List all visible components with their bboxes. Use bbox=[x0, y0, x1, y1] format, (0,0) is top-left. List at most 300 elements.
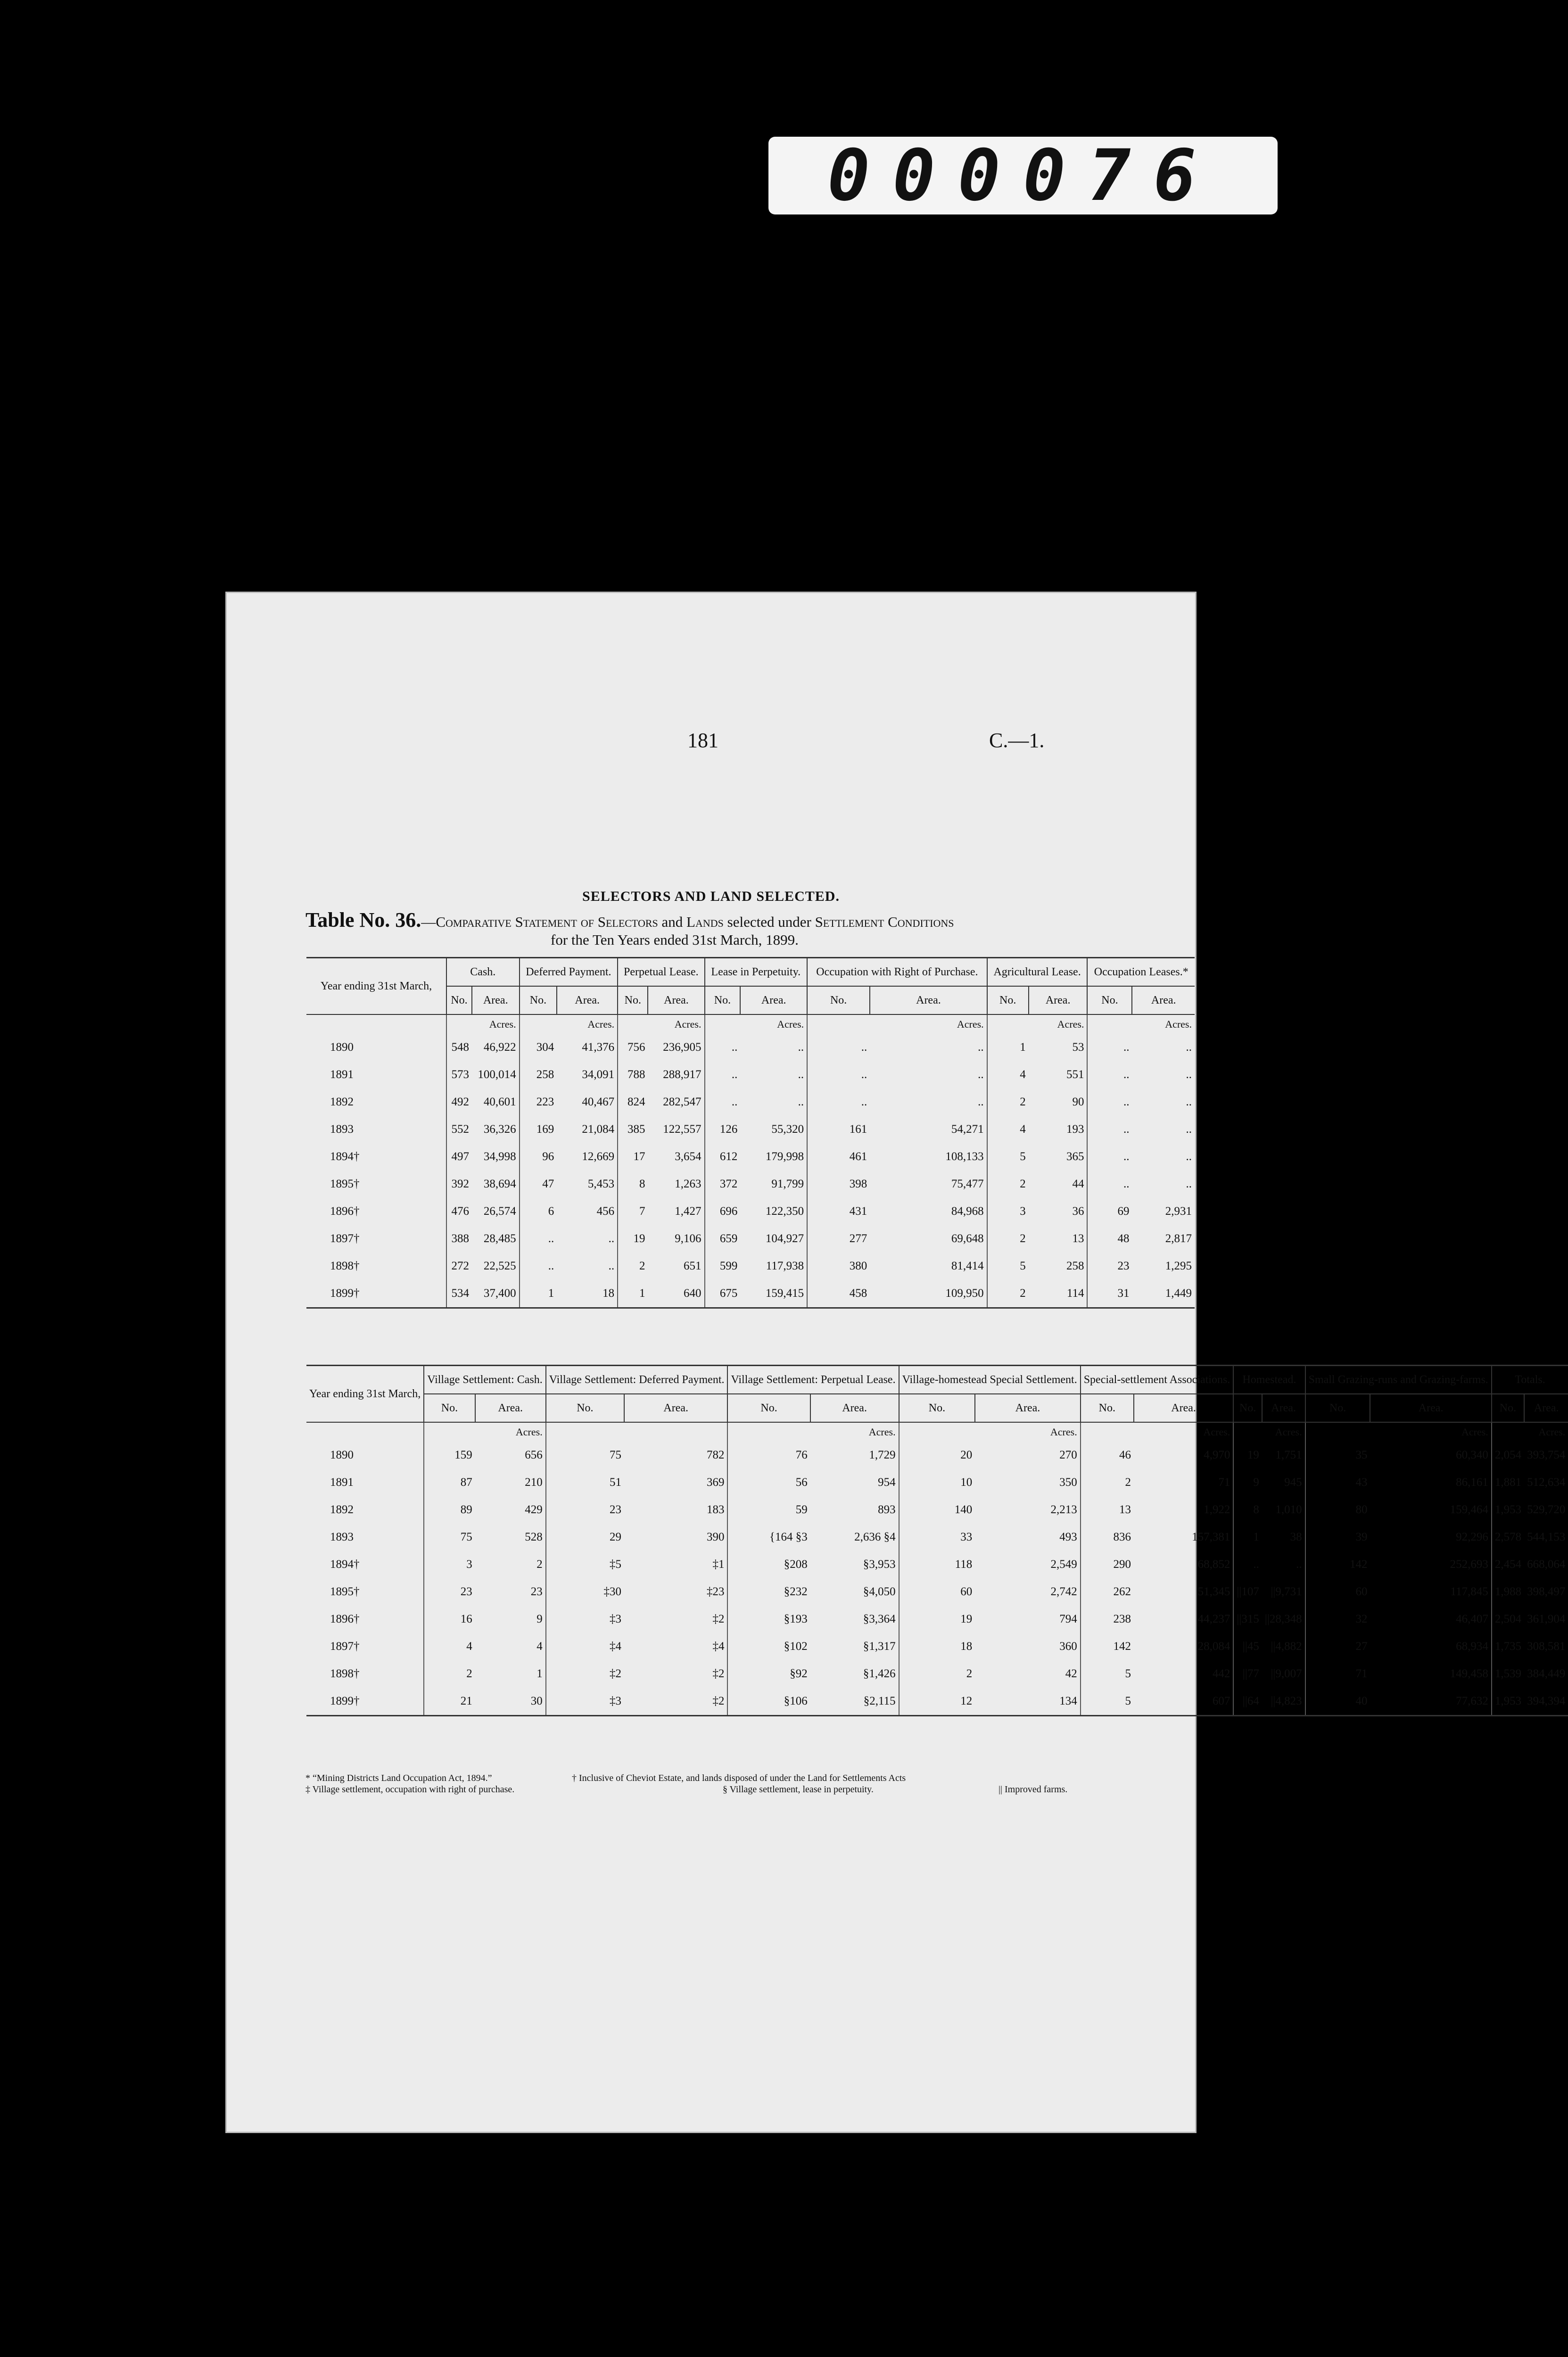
area-cell: 640 bbox=[648, 1280, 704, 1308]
count-cell: 1 bbox=[618, 1280, 648, 1308]
area-cell: 117,845 bbox=[1450, 1585, 1488, 1598]
table-name: Table No. 36. bbox=[305, 908, 421, 931]
year-cell: 1894† bbox=[330, 1558, 360, 1571]
area-column-header: Area. bbox=[870, 986, 987, 1014]
count-cell: 32 bbox=[1305, 1606, 1370, 1633]
area-cell: ||9,007 bbox=[1271, 1667, 1302, 1680]
units-label: Acres. bbox=[1165, 1018, 1192, 1030]
count-cell: 40 bbox=[1305, 1688, 1370, 1716]
units-label bbox=[727, 1422, 810, 1442]
footnote: † Inclusive of Cheviot Estate, and lands disposed of under the Land for Settlements Acts bbox=[572, 1773, 906, 1783]
year-cell: 1896† bbox=[330, 1613, 360, 1625]
area-cell: 5,453 bbox=[587, 1178, 615, 1190]
title-and: and bbox=[658, 914, 687, 930]
no-column-header: No. bbox=[1492, 1394, 1524, 1422]
area-cell: 544,153 bbox=[1527, 1531, 1566, 1543]
year-cell: 1894† bbox=[330, 1150, 360, 1163]
area-cell: 1,922 bbox=[1204, 1503, 1230, 1516]
area-cell: 149,458 bbox=[1450, 1667, 1488, 1680]
area-cell: 68,934 bbox=[1456, 1640, 1488, 1653]
area-cell: 18 bbox=[557, 1280, 618, 1308]
area-cell: 183 bbox=[706, 1503, 725, 1516]
count-cell: 46 bbox=[1081, 1442, 1134, 1469]
area-cell: 46,922 bbox=[483, 1041, 516, 1054]
section-heading: SELECTORS AND LAND SELECTED. bbox=[582, 889, 840, 904]
area-cell: 40,601 bbox=[483, 1096, 516, 1108]
count-cell: 140 bbox=[899, 1496, 975, 1524]
area-cell: 44 bbox=[1072, 1178, 1084, 1190]
count-cell: 5 bbox=[987, 1143, 1029, 1170]
area-cell: 22,525 bbox=[483, 1260, 516, 1272]
area-cell: 4 bbox=[536, 1640, 543, 1653]
count-cell: 2 bbox=[987, 1225, 1029, 1253]
count-cell: 238 bbox=[1081, 1606, 1134, 1633]
area-cell: 668,064 bbox=[1527, 1558, 1566, 1571]
area-cell: 2,742 bbox=[1050, 1585, 1077, 1598]
group-header: Occupation Leases.* bbox=[1087, 958, 1195, 987]
area-cell: 68,852 bbox=[1197, 1558, 1230, 1571]
area-cell: 1,010 bbox=[1275, 1503, 1302, 1516]
area-cell: 44,237 bbox=[1197, 1613, 1230, 1625]
area-cell: §4,050 bbox=[863, 1585, 896, 1598]
count-cell: 8 bbox=[618, 1170, 648, 1198]
group-header: Village Settlement: Perpetual Lease. bbox=[727, 1366, 899, 1394]
area-cell: 528 bbox=[525, 1531, 543, 1543]
count-cell: 431 bbox=[807, 1198, 870, 1225]
area-cell: .. bbox=[978, 1068, 984, 1081]
count-cell: 159 bbox=[424, 1442, 475, 1469]
count-cell: 1 bbox=[1233, 1524, 1262, 1551]
area-cell: 1,263 bbox=[675, 1178, 701, 1190]
selectors-table-2 bbox=[306, 1365, 1568, 1716]
document-page bbox=[225, 592, 1566, 2133]
count-cell: 2,054 bbox=[1492, 1442, 1524, 1469]
area-cell: 122,557 bbox=[663, 1123, 701, 1136]
count-cell: 2 bbox=[987, 1280, 1029, 1308]
count-cell: 788 bbox=[618, 1061, 648, 1088]
title-lands: Lands bbox=[686, 914, 724, 930]
area-column-header: Area. bbox=[975, 1394, 1080, 1422]
table-row bbox=[306, 1225, 1195, 1253]
area-cell: 104,927 bbox=[765, 1232, 804, 1245]
area-cell: 656 bbox=[525, 1449, 543, 1461]
area-cell: 134 bbox=[975, 1688, 1080, 1716]
no-column-header: No. bbox=[520, 986, 557, 1014]
group-header: Perpetual Lease. bbox=[618, 958, 704, 987]
units-label bbox=[424, 1422, 475, 1442]
selectors-table-1 bbox=[306, 957, 1195, 1309]
year-cell: 1899† bbox=[306, 1280, 446, 1308]
area-cell: 2,817 bbox=[1165, 1232, 1192, 1245]
count-cell: 27 bbox=[1305, 1633, 1370, 1660]
area-cell: .. bbox=[1186, 1096, 1192, 1108]
units-label bbox=[446, 1014, 472, 1034]
area-cell: 945 bbox=[1284, 1476, 1302, 1489]
area-column-header: Area. bbox=[472, 986, 520, 1014]
year-header: Year ending 31st March, bbox=[306, 1366, 424, 1423]
no-column-header: No. bbox=[424, 1394, 475, 1422]
area-cell: 157,381 bbox=[1192, 1531, 1230, 1543]
table-row bbox=[306, 1551, 1568, 1578]
area-cell: 109,950 bbox=[870, 1280, 987, 1308]
count-cell: 75 bbox=[546, 1442, 624, 1469]
count-cell: 18 bbox=[899, 1633, 975, 1660]
footnote: * “Mining Districts Land Occupation Act, 1894.” bbox=[305, 1773, 492, 1783]
area-cell: 179,998 bbox=[765, 1150, 804, 1163]
count-cell: 458 bbox=[807, 1280, 870, 1308]
count-cell: 33 bbox=[899, 1524, 975, 1551]
area-cell: 36 bbox=[1072, 1205, 1084, 1218]
area-cell: 607 bbox=[1134, 1688, 1233, 1716]
area-cell: 41,376 bbox=[582, 1041, 615, 1054]
table-row bbox=[306, 1034, 1195, 1061]
count-cell: 6 bbox=[520, 1198, 557, 1225]
count-cell: ||45 bbox=[1233, 1633, 1262, 1660]
area-cell: 12,669 bbox=[582, 1150, 615, 1163]
area-cell: 456 bbox=[596, 1205, 615, 1218]
area-cell: .. bbox=[1186, 1150, 1192, 1163]
count-cell: 29 bbox=[546, 1524, 624, 1551]
area-cell: 365 bbox=[1066, 1150, 1084, 1163]
year-cell: 1899† bbox=[306, 1688, 424, 1716]
table-subtitle: for the Ten Years ended 31st March, 1899. bbox=[551, 931, 799, 948]
count-cell: 142 bbox=[1305, 1551, 1370, 1578]
frame-number: 000076 bbox=[768, 137, 1278, 214]
count-cell: 1,735 bbox=[1492, 1633, 1524, 1660]
table-row bbox=[306, 1442, 1568, 1469]
area-cell: 782 bbox=[706, 1449, 725, 1461]
area-cell: 38 bbox=[1290, 1531, 1302, 1543]
count-cell: 1,881 bbox=[1492, 1469, 1524, 1496]
count-cell: 552 bbox=[446, 1116, 472, 1143]
units-label: Acres. bbox=[1461, 1426, 1488, 1438]
area-cell: 2,549 bbox=[1050, 1558, 1077, 1571]
count-cell: 142 bbox=[1081, 1633, 1134, 1660]
count-cell: 87 bbox=[424, 1469, 475, 1496]
area-cell: 28,485 bbox=[483, 1232, 516, 1245]
area-cell: ‡1 bbox=[712, 1558, 725, 1571]
area-column-header: Area. bbox=[1370, 1394, 1491, 1422]
group-header: Agricultural Lease. bbox=[987, 958, 1088, 987]
area-cell: .. bbox=[798, 1068, 804, 1081]
area-cell: 36,326 bbox=[483, 1123, 516, 1136]
count-cell: 23 bbox=[1087, 1253, 1132, 1280]
count-cell: 71 bbox=[1305, 1660, 1370, 1688]
area-cell: 34,091 bbox=[582, 1068, 615, 1081]
count-cell: §208 bbox=[727, 1551, 810, 1578]
area-column-header: Area. bbox=[1524, 1394, 1568, 1422]
count-cell: ‡2 bbox=[546, 1660, 624, 1688]
area-cell: 429 bbox=[525, 1503, 543, 1516]
units-label: Acres. bbox=[1275, 1426, 1302, 1438]
units-label: Acres. bbox=[1203, 1426, 1230, 1438]
table-row bbox=[306, 1143, 1195, 1170]
count-cell: .. bbox=[1087, 1034, 1132, 1061]
units-label bbox=[1233, 1422, 1262, 1442]
area-cell: 360 bbox=[1059, 1640, 1077, 1653]
table-row bbox=[306, 1088, 1195, 1116]
area-cell: 13 bbox=[1072, 1232, 1084, 1245]
count-cell: 96 bbox=[520, 1143, 557, 1170]
count-cell: 75 bbox=[424, 1524, 475, 1551]
area-cell: 3,654 bbox=[675, 1150, 701, 1163]
area-cell: 159,415 bbox=[740, 1280, 807, 1308]
count-cell: ‡30 bbox=[546, 1578, 624, 1606]
area-cell: 100,014 bbox=[478, 1068, 516, 1081]
group-header: Village Settlement: Deferred Payment. bbox=[546, 1366, 728, 1394]
count-cell: 2 bbox=[899, 1660, 975, 1688]
count-cell: 1,988 bbox=[1492, 1578, 1524, 1606]
count-cell: .. bbox=[807, 1061, 870, 1088]
area-cell: .. bbox=[798, 1096, 804, 1108]
units-label: Acres. bbox=[674, 1018, 701, 1030]
area-cell: .. bbox=[608, 1232, 615, 1245]
area-cell: 77,632 bbox=[1370, 1688, 1491, 1716]
group-header: Totals. bbox=[1492, 1366, 1568, 1394]
no-column-header: No. bbox=[618, 986, 648, 1014]
area-cell: 361,904 bbox=[1527, 1613, 1566, 1625]
count-cell: 573 bbox=[446, 1061, 472, 1088]
no-column-header: No. bbox=[987, 986, 1029, 1014]
area-cell: 84,968 bbox=[951, 1205, 984, 1218]
count-cell: 19 bbox=[618, 1225, 648, 1253]
area-column-header: Area. bbox=[810, 1394, 899, 1422]
area-cell: 1,751 bbox=[1275, 1449, 1302, 1461]
count-cell: 290 bbox=[1081, 1551, 1134, 1578]
table-row bbox=[306, 1606, 1568, 1633]
no-column-header: No. bbox=[1081, 1394, 1134, 1422]
count-cell: ||64 bbox=[1233, 1688, 1262, 1716]
area-cell: 512,634 bbox=[1527, 1476, 1566, 1489]
count-cell: 2,454 bbox=[1492, 1551, 1524, 1578]
year-cell: 1893 bbox=[330, 1123, 354, 1136]
count-cell: 69 bbox=[1087, 1198, 1132, 1225]
area-cell: 350 bbox=[1059, 1476, 1077, 1489]
count-cell: 824 bbox=[618, 1088, 648, 1116]
count-cell: ‡3 bbox=[546, 1606, 624, 1633]
no-column-header: No. bbox=[1087, 986, 1132, 1014]
title-settlement: Settlement Conditions bbox=[815, 914, 954, 930]
count-cell: .. bbox=[520, 1253, 557, 1280]
group-header: Village-homestead Special Settlement. bbox=[899, 1366, 1081, 1394]
area-cell: .. bbox=[1186, 1178, 1192, 1190]
count-cell: ||315 bbox=[1233, 1606, 1262, 1633]
no-column-header: No. bbox=[546, 1394, 624, 1422]
count-cell: §92 bbox=[727, 1660, 810, 1688]
area-cell: 46,407 bbox=[1456, 1613, 1488, 1625]
footnotes bbox=[305, 1772, 1197, 1795]
count-cell: 23 bbox=[424, 1578, 475, 1606]
no-column-header: No. bbox=[705, 986, 741, 1014]
count-cell: .. bbox=[1233, 1551, 1262, 1578]
year-cell: 1897† bbox=[330, 1640, 360, 1653]
count-cell: 80 bbox=[1305, 1496, 1370, 1524]
area-cell: .. bbox=[1186, 1041, 1192, 1054]
area-column-header: Area. bbox=[1262, 1394, 1305, 1422]
count-cell: .. bbox=[520, 1225, 557, 1253]
count-cell: 304 bbox=[520, 1034, 557, 1061]
count-cell: 3 bbox=[987, 1198, 1029, 1225]
count-cell: 4 bbox=[987, 1116, 1029, 1143]
count-cell: .. bbox=[807, 1088, 870, 1116]
area-cell: 236,905 bbox=[663, 1041, 701, 1054]
area-cell: 1 bbox=[536, 1667, 543, 1680]
area-cell: 86,161 bbox=[1456, 1476, 1488, 1489]
count-cell: 2,504 bbox=[1492, 1606, 1524, 1633]
count-cell: 21 bbox=[424, 1688, 475, 1716]
count-cell: 534 bbox=[446, 1280, 472, 1308]
count-cell: §106 bbox=[727, 1688, 810, 1716]
area-cell: 2,931 bbox=[1165, 1205, 1192, 1218]
table-row bbox=[306, 1198, 1195, 1225]
area-column-header: Area. bbox=[1132, 986, 1195, 1014]
units-label bbox=[987, 1014, 1029, 1034]
count-cell: 2 bbox=[987, 1170, 1029, 1198]
area-cell: 34,998 bbox=[483, 1150, 516, 1163]
count-cell: 39 bbox=[1305, 1524, 1370, 1551]
area-cell: 92,296 bbox=[1456, 1531, 1488, 1543]
count-cell: 169 bbox=[520, 1116, 557, 1143]
area-cell: §3,953 bbox=[863, 1558, 896, 1571]
units-label: Acres. bbox=[1057, 1018, 1084, 1030]
area-cell: ||4,823 bbox=[1262, 1688, 1305, 1716]
area-cell: 651 bbox=[684, 1260, 701, 1272]
area-cell: .. bbox=[978, 1096, 984, 1108]
count-cell: 380 bbox=[807, 1253, 870, 1280]
area-cell: 390 bbox=[706, 1531, 725, 1543]
area-cell: 4,970 bbox=[1204, 1449, 1230, 1461]
table-row bbox=[306, 1524, 1568, 1551]
area-cell: 384,449 bbox=[1527, 1667, 1566, 1680]
area-cell: 23 bbox=[530, 1585, 543, 1598]
area-column-header: Area. bbox=[1134, 1394, 1233, 1422]
area-cell: 210 bbox=[525, 1476, 543, 1489]
table-row bbox=[306, 1688, 1568, 1716]
area-cell: 1,295 bbox=[1165, 1260, 1192, 1272]
group-header: Occupation with Right of Purchase. bbox=[807, 958, 987, 987]
area-cell: 71 bbox=[1218, 1476, 1230, 1489]
area-cell: 1,449 bbox=[1132, 1280, 1195, 1308]
units-row-spacer bbox=[306, 1014, 446, 1034]
units-label: Acres. bbox=[868, 1426, 896, 1438]
count-cell: .. bbox=[1087, 1088, 1132, 1116]
table-row bbox=[306, 1496, 1568, 1524]
count-cell: 277 bbox=[807, 1225, 870, 1253]
units-label bbox=[1087, 1014, 1132, 1034]
footnote: || Improved farms. bbox=[999, 1784, 1068, 1795]
title-dash: — bbox=[421, 914, 436, 930]
group-header: Homestead. bbox=[1233, 1366, 1305, 1394]
count-cell: .. bbox=[1087, 1170, 1132, 1198]
count-cell: 51 bbox=[546, 1469, 624, 1496]
count-cell: 461 bbox=[807, 1143, 870, 1170]
count-cell: 5 bbox=[987, 1253, 1029, 1280]
count-cell: 258 bbox=[520, 1061, 557, 1088]
area-column-header: Area. bbox=[1029, 986, 1088, 1014]
count-cell: 47 bbox=[520, 1170, 557, 1198]
count-cell: 60 bbox=[1305, 1578, 1370, 1606]
area-cell: .. bbox=[978, 1041, 984, 1054]
units-label: Acres. bbox=[1050, 1426, 1077, 1438]
year-cell: 1891 bbox=[330, 1476, 354, 1489]
count-cell: .. bbox=[705, 1088, 741, 1116]
count-cell: 12 bbox=[899, 1688, 975, 1716]
count-cell: ‡4 bbox=[546, 1633, 624, 1660]
year-cell: 1893 bbox=[330, 1531, 354, 1543]
table-row bbox=[306, 1116, 1195, 1143]
area-cell: .. bbox=[1186, 1068, 1192, 1081]
area-cell: 2 bbox=[536, 1558, 543, 1571]
table-row bbox=[306, 1280, 1195, 1308]
area-cell: 60,340 bbox=[1456, 1449, 1488, 1461]
count-cell: 1 bbox=[520, 1280, 557, 1308]
area-cell: ||9,731 bbox=[1271, 1585, 1302, 1598]
group-header: Village Settlement: Cash. bbox=[424, 1366, 546, 1394]
units-label: Acres. bbox=[587, 1018, 615, 1030]
area-column-header: Area. bbox=[557, 986, 618, 1014]
count-cell: 398 bbox=[807, 1170, 870, 1198]
count-cell: 476 bbox=[446, 1198, 472, 1225]
area-cell: ‡2 bbox=[712, 1613, 725, 1625]
area-cell: 38,694 bbox=[483, 1178, 516, 1190]
area-cell: 69,648 bbox=[951, 1232, 984, 1245]
area-cell: 288,917 bbox=[663, 1068, 701, 1081]
area-cell: §3,364 bbox=[863, 1613, 896, 1625]
no-column-header: No. bbox=[446, 986, 472, 1014]
area-cell: 282,547 bbox=[663, 1096, 701, 1108]
count-cell: 5 bbox=[1081, 1688, 1134, 1716]
count-cell: 497 bbox=[446, 1143, 472, 1170]
area-cell: 893 bbox=[878, 1503, 896, 1516]
units-label bbox=[705, 1014, 741, 1034]
units-label bbox=[899, 1422, 975, 1442]
group-header: Deferred Payment. bbox=[520, 958, 618, 987]
year-header: Year ending 31st March, bbox=[306, 958, 446, 1015]
count-cell: 76 bbox=[727, 1442, 810, 1469]
count-cell: ‡3 bbox=[546, 1688, 624, 1716]
year-cell: 1890 bbox=[330, 1041, 354, 1054]
count-cell: .. bbox=[705, 1034, 741, 1061]
units-label bbox=[1305, 1422, 1370, 1442]
area-cell: 2,213 bbox=[1050, 1503, 1077, 1516]
area-cell: 252,693 bbox=[1450, 1558, 1488, 1571]
no-column-header: No. bbox=[1233, 1394, 1262, 1422]
area-column-header: Area. bbox=[624, 1394, 727, 1422]
count-cell: §193 bbox=[727, 1606, 810, 1633]
area-cell: 493 bbox=[1059, 1531, 1077, 1543]
count-cell: 548 bbox=[446, 1034, 472, 1061]
units-label: Acres. bbox=[777, 1018, 804, 1030]
count-cell: 5 bbox=[1081, 1660, 1134, 1688]
area-cell: 117,938 bbox=[766, 1260, 804, 1272]
count-cell: 262 bbox=[1081, 1578, 1134, 1606]
count-cell: 31 bbox=[1087, 1280, 1132, 1308]
year-cell: 1890 bbox=[330, 1449, 354, 1461]
year-cell: 1898† bbox=[330, 1667, 360, 1680]
units-label bbox=[618, 1014, 648, 1034]
table-row bbox=[306, 1660, 1568, 1688]
table-row bbox=[306, 1061, 1195, 1088]
area-cell: 954 bbox=[878, 1476, 896, 1489]
count-cell: .. bbox=[807, 1034, 870, 1061]
area-cell: ‡4 bbox=[712, 1640, 725, 1653]
units-label bbox=[520, 1014, 557, 1034]
area-cell: 28,084 bbox=[1197, 1640, 1230, 1653]
count-cell: .. bbox=[1087, 1143, 1132, 1170]
count-cell: {164 §3 bbox=[727, 1524, 810, 1551]
title-selected: selected under bbox=[723, 914, 815, 930]
area-cell: 90 bbox=[1072, 1096, 1084, 1108]
